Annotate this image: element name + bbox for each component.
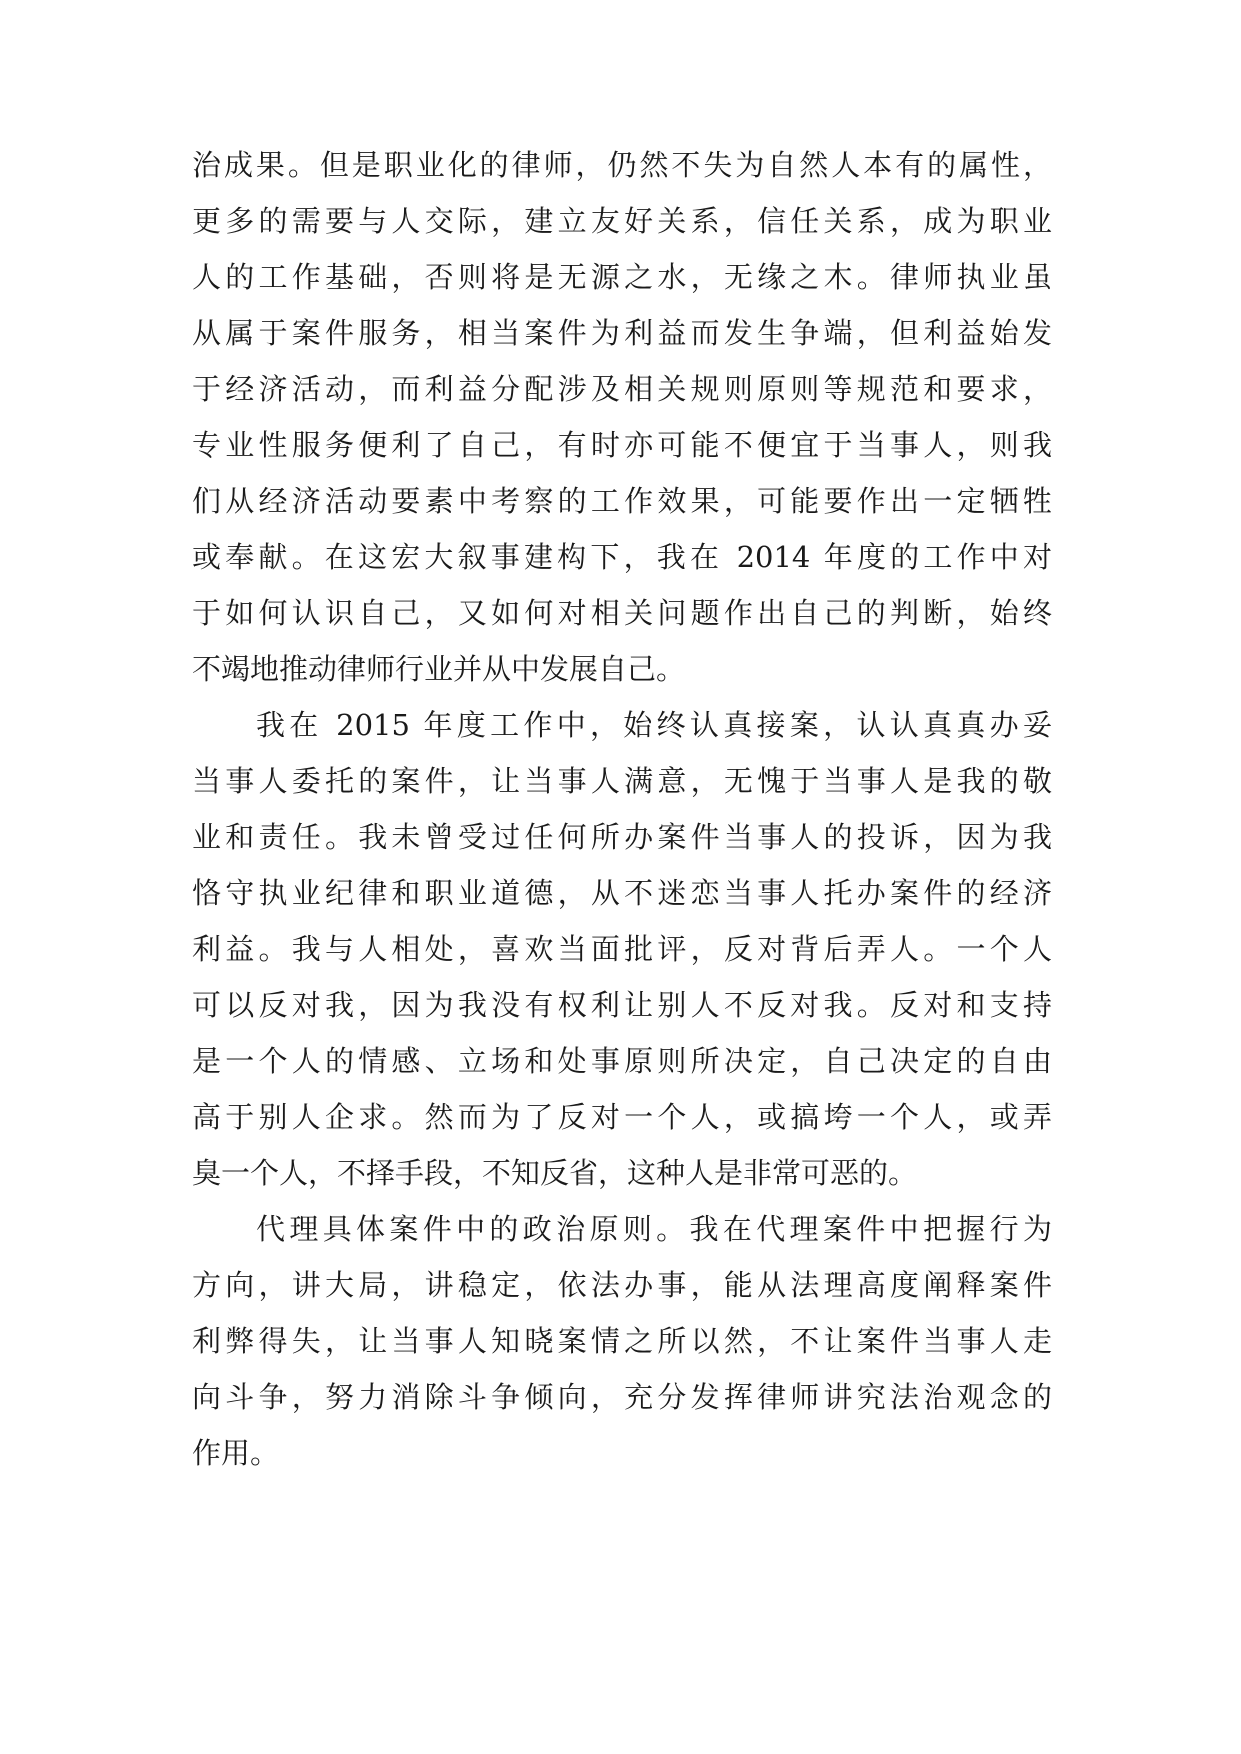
text-line: 于如何认识自己，又如何对相关问题作出自己的判断，始终 [192,596,1052,630]
text-line: 利弊得失，让当事人知晓案情之所以然，不让案件当事人走 [192,1324,1052,1358]
text-line: 方向，讲大局，讲稳定，依法办事，能从法理高度阐释案件 [192,1268,1052,1302]
text-line: 利益。我与人相处，喜欢当面批评，反对背后弄人。一个人 [192,932,1052,966]
text-line: 可以反对我，因为我没有权利让别人不反对我。反对和支持 [192,988,1052,1022]
text-line: 恪守执业纪律和职业道德，从不迷恋当事人托办案件的经济 [192,876,1052,910]
text-line: 是一个人的情感、立场和处事原则所决定，自己决定的自由 [192,1044,1052,1078]
text-line: 或奉献。在这宏大叙事建构下，我在 2014 年度的工作中对 [192,540,1052,574]
text-line: 高于别人企求。然而为了反对一个人，或搞垮一个人，或弄 [192,1100,1052,1134]
text-line: 业和责任。我未曾受过任何所办案件当事人的投诉，因为我 [192,820,1052,854]
text-line: 不竭地推动律师行业并从中发展自己。 [192,652,686,686]
text-line: 代理具体案件中的政治原则。我在代理案件中把握行为 [256,1212,1052,1246]
text-line: 治成果。但是职业化的律师，仍然不失为自然人本有的属性， [192,148,1052,182]
text-line: 们从经济活动要素中考察的工作效果，可能要作出一定牺牲 [192,484,1052,518]
text-line: 从属于案件服务，相当案件为利益而发生争端，但利益始发 [192,316,1052,350]
text-line: 臭一个人，不择手段，不知反省，这种人是非常可恶的。 [192,1156,918,1190]
text-line: 作用。 [192,1436,280,1470]
text-line: 向斗争，努力消除斗争倾向，充分发挥律师讲究法治观念的 [192,1380,1052,1414]
text-line: 于经济活动，而利益分配涉及相关规则原则等规范和要求， [192,372,1052,406]
text-line: 我在 2015 年度工作中，始终认真接案，认认真真办妥 [256,708,1052,742]
text-line: 当事人委托的案件，让当事人满意，无愧于当事人是我的敬 [192,764,1052,798]
text-line: 人的工作基础，否则将是无源之水，无缘之木。律师执业虽 [192,260,1052,294]
text-line: 专业性服务便利了自己，有时亦可能不便宜于当事人，则我 [192,428,1052,462]
text-line: 更多的需要与人交际，建立友好关系，信任关系，成为职业 [192,204,1052,238]
